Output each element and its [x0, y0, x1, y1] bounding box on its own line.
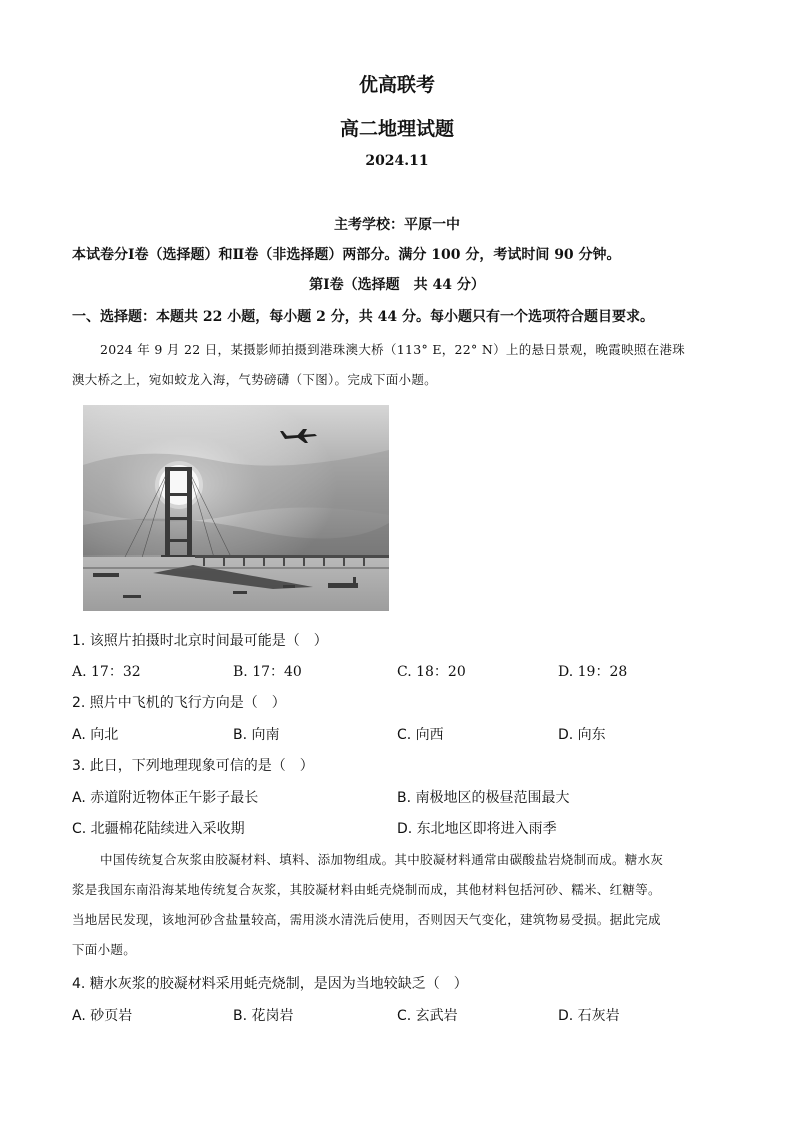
bridge-sunset-photo [83, 405, 389, 611]
q3-option-c[interactable]: C. 北疆棉花陆续进入采收期 [72, 821, 245, 837]
question-4-stem: 4. 糖水灰浆的胶凝材料采用蚝壳烧制，是因为当地较缺乏（ ） [72, 976, 468, 992]
q1-option-c[interactable]: C. 18：20 [397, 664, 466, 680]
question-3-stem: 3. 此日，下列地理现象可信的是（ ） [72, 758, 314, 774]
q1-option-d[interactable]: D. 19：28 [558, 664, 628, 680]
exam-name: 优高联考 [358, 74, 435, 96]
passage2-line2: 浆是我国东南沿海某地传统复合灰浆，其胶凝材料由蚝壳烧制而成，其他材料包括河砂、糯米、红糖等。 [72, 882, 661, 897]
exam-instructions: 本试卷分Ⅰ卷（选择题）和Ⅱ卷（非选择题）两部分。满分 100 分，考试时间 90 分钟。 [72, 247, 621, 263]
q2-option-b[interactable]: B. 向南 [233, 727, 280, 743]
q2-option-d[interactable]: D. 向东 [558, 727, 606, 743]
q4-option-c[interactable]: C. 玄武岩 [397, 1008, 458, 1024]
passage2-line4: 下面小题。 [72, 942, 137, 957]
part1-title: 第Ⅰ卷（选择题 共 44 分） [309, 277, 485, 293]
q2-option-a[interactable]: A. 向北 [72, 727, 119, 743]
q4-option-d[interactable]: D. 石灰岩 [558, 1008, 620, 1024]
q3-option-a[interactable]: A. 赤道附近物体正午影子最长 [72, 790, 259, 806]
q3-option-d[interactable]: D. 东北地区即将进入雨季 [397, 821, 557, 837]
q3-option-b[interactable]: B. 南极地区的极昼范围最大 [397, 790, 570, 806]
bridge-deck [195, 555, 389, 558]
q4-option-b[interactable]: B. 花岗岩 [233, 1008, 294, 1024]
section1-title: 一、选择题：本题共 22 小题，每小题 2 分，共 44 分。每小题只有一个选项符合题目要求。 [72, 309, 654, 325]
passage2-line1: 中国传统复合灰浆由胶凝材料、填料、添加物组成。其中胶凝材料通常由碳酸盐岩烧制而成。糖水灰 [100, 852, 664, 867]
q2-option-c[interactable]: C. 向西 [397, 727, 444, 743]
passage1-line1: 2024 年 9 月 22 日，某摄影师拍摄到港珠澳大桥（113° E，22° N）上的悬日景观，晚霞映照在港珠 [100, 342, 686, 357]
passage1-line2: 澳大桥之上，宛如蛟龙入海，气势磅礴（下图）。完成下面小题。 [72, 372, 437, 387]
host-school: 主考学校：平原一中 [334, 217, 460, 233]
question-1-stem: 1. 该照片拍摄时北京时间最可能是（ ） [72, 633, 328, 649]
exam-date: 2024.11 [365, 153, 429, 169]
q1-option-b[interactable]: B. 17：40 [233, 664, 302, 680]
q1-option-a[interactable]: A. 17：32 [72, 664, 141, 680]
q4-option-a[interactable]: A. 砂页岩 [72, 1008, 133, 1024]
question-2-stem: 2. 照片中飞机的飞行方向是（ ） [72, 695, 286, 711]
passage2-line3: 当地居民发现，该地河砂含盐量较高，需用淡水清洗后使用，否则因天气变化，建筑物易受损。据此完成 [72, 912, 661, 927]
subject-title: 高二地理试题 [339, 118, 454, 140]
